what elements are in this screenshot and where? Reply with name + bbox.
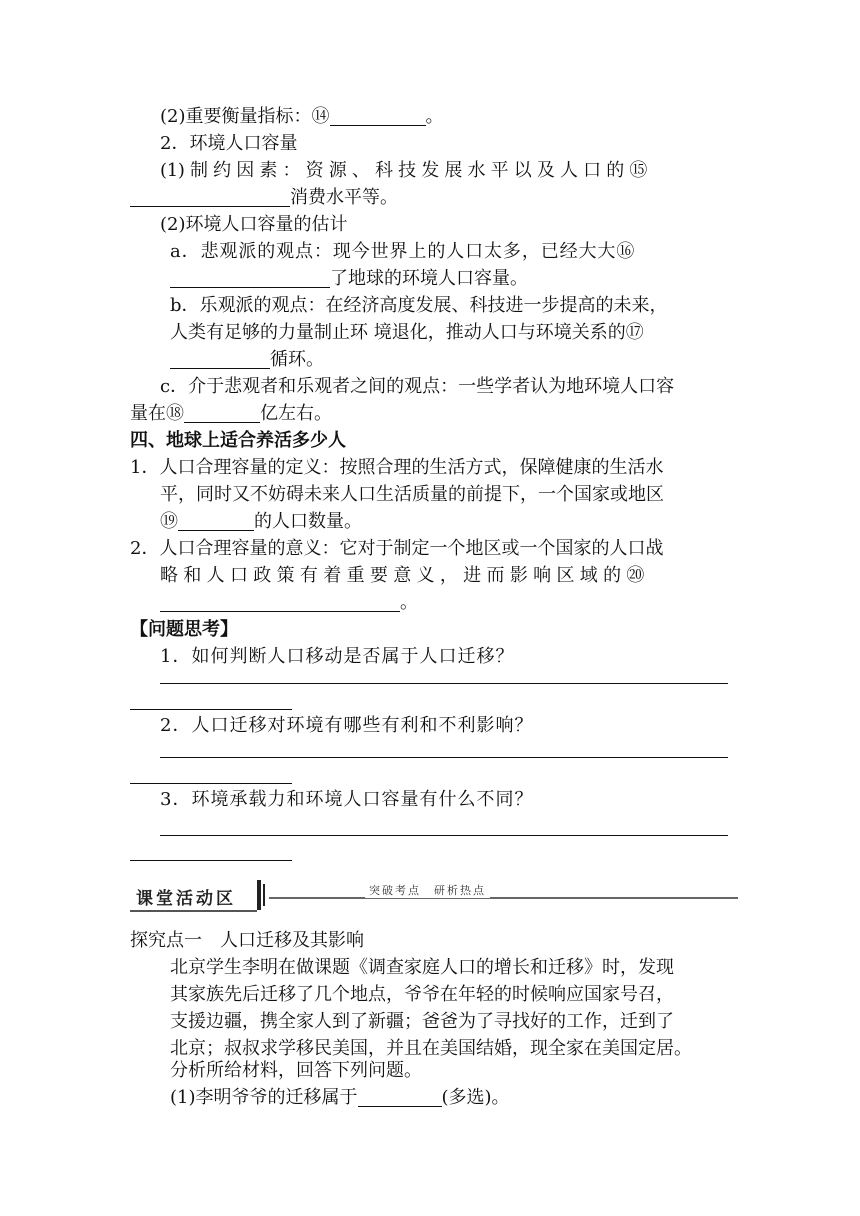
question-2: 2．人口迁移对环境有哪些有利和不利影响？ — [160, 715, 534, 736]
banner-rule — [269, 897, 738, 899]
optimist-line: b．乐观派的观点：在经济高度发展、科技进一步提高的未来， — [170, 295, 668, 316]
question-thinking-heading: 【问题思考】 — [130, 619, 238, 640]
answer-line-2a[interactable] — [160, 757, 728, 758]
blank-20[interactable] — [160, 593, 400, 612]
constraint-factors-line: (1) 制 约 因 素 ： 资 源 、 科 技 发 展 水 平 以 及 人 口 的 ⑮ — [160, 160, 648, 181]
pessimist-line: a．悲观派的观点：现今世界上的人口太多，已经大大⑯ — [170, 241, 636, 262]
blank-17[interactable] — [170, 350, 270, 369]
material-line-1: 北京学生李明在做课题《调查家庭人口的增长和迁移》时，发现 — [170, 957, 674, 978]
banner-subtitle: 突破考点 研析热点 — [365, 882, 490, 898]
definition-line-2: 平，同时又不妨碍未来人口生活质量的前提下，一个国家或地区 — [160, 484, 664, 505]
material-line-3: 支援边疆，携全家人到了新疆；爸爸为了寻找好的工作，迁到了 — [170, 1011, 674, 1032]
answer-line-3b[interactable] — [130, 860, 292, 861]
significance-line: 2．人口合理容量的意义：它对于制定一个地区或一个国家的人口战 — [130, 538, 664, 559]
middle-view-line-2: 量在⑱ 亿左右。 — [130, 403, 332, 424]
material-line-2: 其家族先后迁移了几个地点，爷爷在年轻的时候响应国家号召， — [170, 984, 674, 1005]
section-heading-2: 2．环境人口容量 — [160, 133, 298, 154]
question-1-subpart: (1)李明爷爷的迁移属于 (多选)。 — [170, 1087, 510, 1108]
pessimist-line-2: 了地球的环境人口容量。 — [170, 266, 528, 292]
significance-line-3: 。 — [160, 590, 418, 616]
explore-point-heading: 探究点一 人口迁移及其影响 — [130, 930, 364, 951]
banner-bar-thin — [263, 884, 265, 906]
significance-line-2: 略 和 人 口 政 策 有 着 重 要 意 义 ， 进 而 影 响 区 域 的 ⑳ — [160, 565, 645, 586]
blank-16[interactable] — [170, 269, 330, 288]
optimist-line-3: 循环。 — [170, 347, 324, 373]
question-1: 1．如何判断人口移动是否属于人口迁移？ — [160, 646, 515, 667]
blank-18[interactable] — [184, 404, 260, 423]
middle-view-line: c．介于悲观者和乐观者之间的观点：一些学者认为地环境人口容 — [160, 376, 675, 397]
material-line-4: 北京；叔叔求学移民美国，并且在美国结婚，现全家在美国定居。 — [170, 1038, 692, 1059]
banner-title: 课堂活动区 — [136, 889, 236, 909]
classroom-activity-banner — [130, 880, 738, 910]
blank-15[interactable] — [130, 188, 290, 207]
section-heading-4: 四、地球上适合养活多少人 — [130, 430, 346, 451]
question-3: 3．环境承载力和环境人口容量有什么不同？ — [160, 789, 534, 810]
answer-line-1a[interactable] — [160, 683, 728, 684]
indicator-text: (2)重要衡量指标：⑭ — [160, 106, 330, 127]
answer-line-2b[interactable] — [130, 783, 292, 784]
blank-14[interactable] — [330, 107, 426, 126]
answer-line-1b[interactable] — [130, 709, 292, 710]
definition-line-3: ⑲ 的人口数量。 — [160, 511, 362, 532]
definition-line: 1．人口合理容量的定义：按照合理的生活方式，保障健康的生活水 — [130, 457, 664, 478]
banner-underline — [130, 910, 257, 912]
banner-bar — [257, 880, 261, 910]
indicator-line: (2)重要衡量指标：⑭ 。 — [160, 106, 444, 127]
estimate-heading: (2)环境人口容量的估计 — [160, 214, 348, 235]
consumption-line: 消费水平等。 — [130, 185, 398, 211]
material-line-5: 分析所给材料，回答下列问题。 — [170, 1060, 422, 1081]
answer-line-3a[interactable] — [160, 835, 728, 836]
optimist-line-2: 人类有足够的力量制止环 境退化，推动人口与环境关系的⑰ — [170, 322, 644, 343]
answer-blank-multi[interactable] — [358, 1088, 442, 1107]
blank-19[interactable] — [178, 512, 254, 531]
